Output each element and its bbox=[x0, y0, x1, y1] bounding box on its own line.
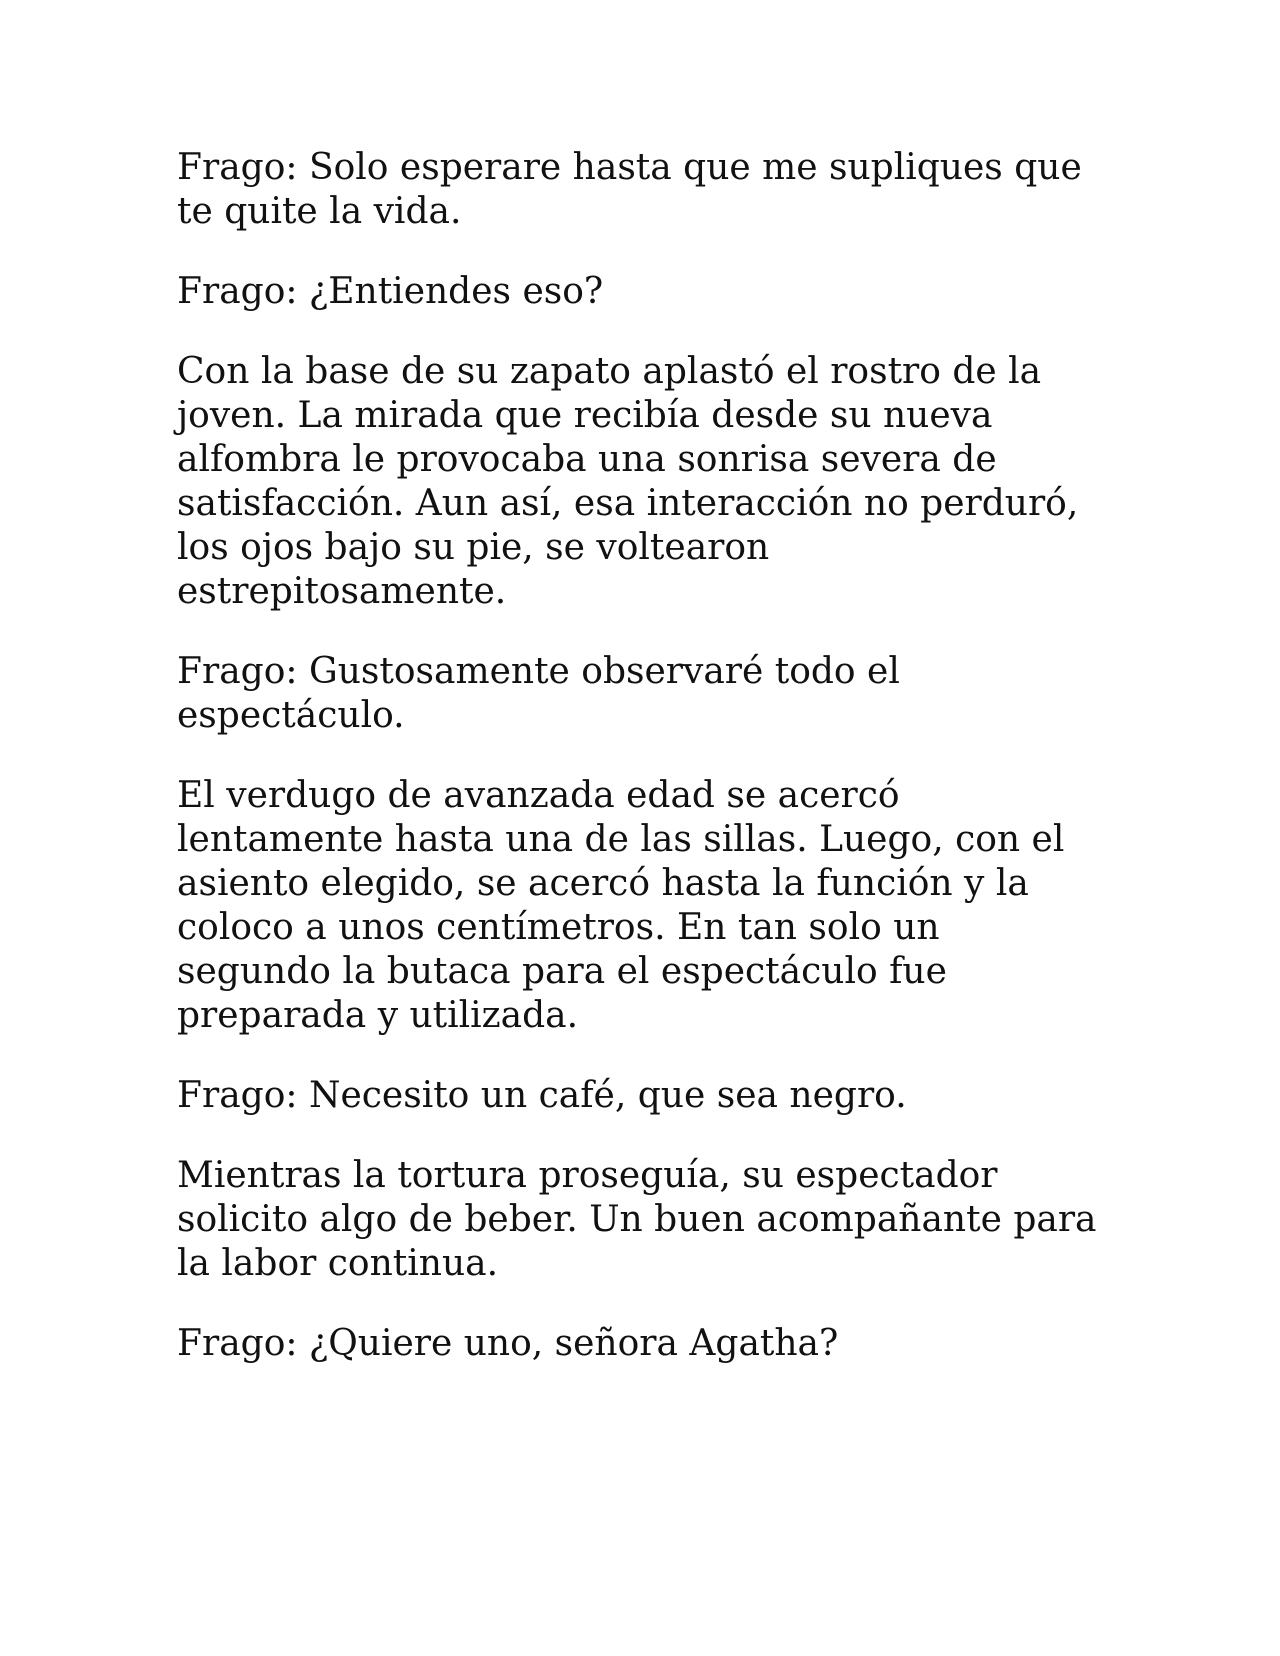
document-page bbox=[177, 146, 1107, 1402]
dialogue-paragraph: Frago: ¿Quiere uno, señora Agatha? bbox=[177, 1323, 839, 1364]
narrative-paragraph: Con la base de su zapato aplastó el rostro de la joven. La mirada que recibía desde su nueva alfombra le provocaba una sonrisa severa de satisfacción. Aun así, esa interacción no perduró, los ojos bajo su pie, se voltearon estrepitosamente. bbox=[177, 351, 1079, 612]
dialogue-paragraph: Frago: ¿Entiendes eso? bbox=[177, 271, 604, 312]
narrative-paragraph: El verdugo de avanzada edad se acercó lentamente hasta una de las sillas. Luego, con el asiento elegido, se acercó hasta la función y la coloco a unos centímetros. En tan solo un segundo la butaca para el espectáculo fue preparada y utilizada. bbox=[177, 775, 1065, 1036]
dialogue-paragraph: Frago: Necesito un café, que sea negro. bbox=[177, 1075, 907, 1116]
dialogue-paragraph: Frago: Gustosamente observaré todo el espectáculo. bbox=[177, 651, 900, 736]
narrative-paragraph: Mientras la tortura proseguía, su espectador solicito algo de beber. Un buen acompañante para la labor continua. bbox=[177, 1155, 1097, 1284]
dialogue-paragraph: Frago: Solo esperare hasta que me supliques que te quite la vida. bbox=[177, 147, 1082, 232]
